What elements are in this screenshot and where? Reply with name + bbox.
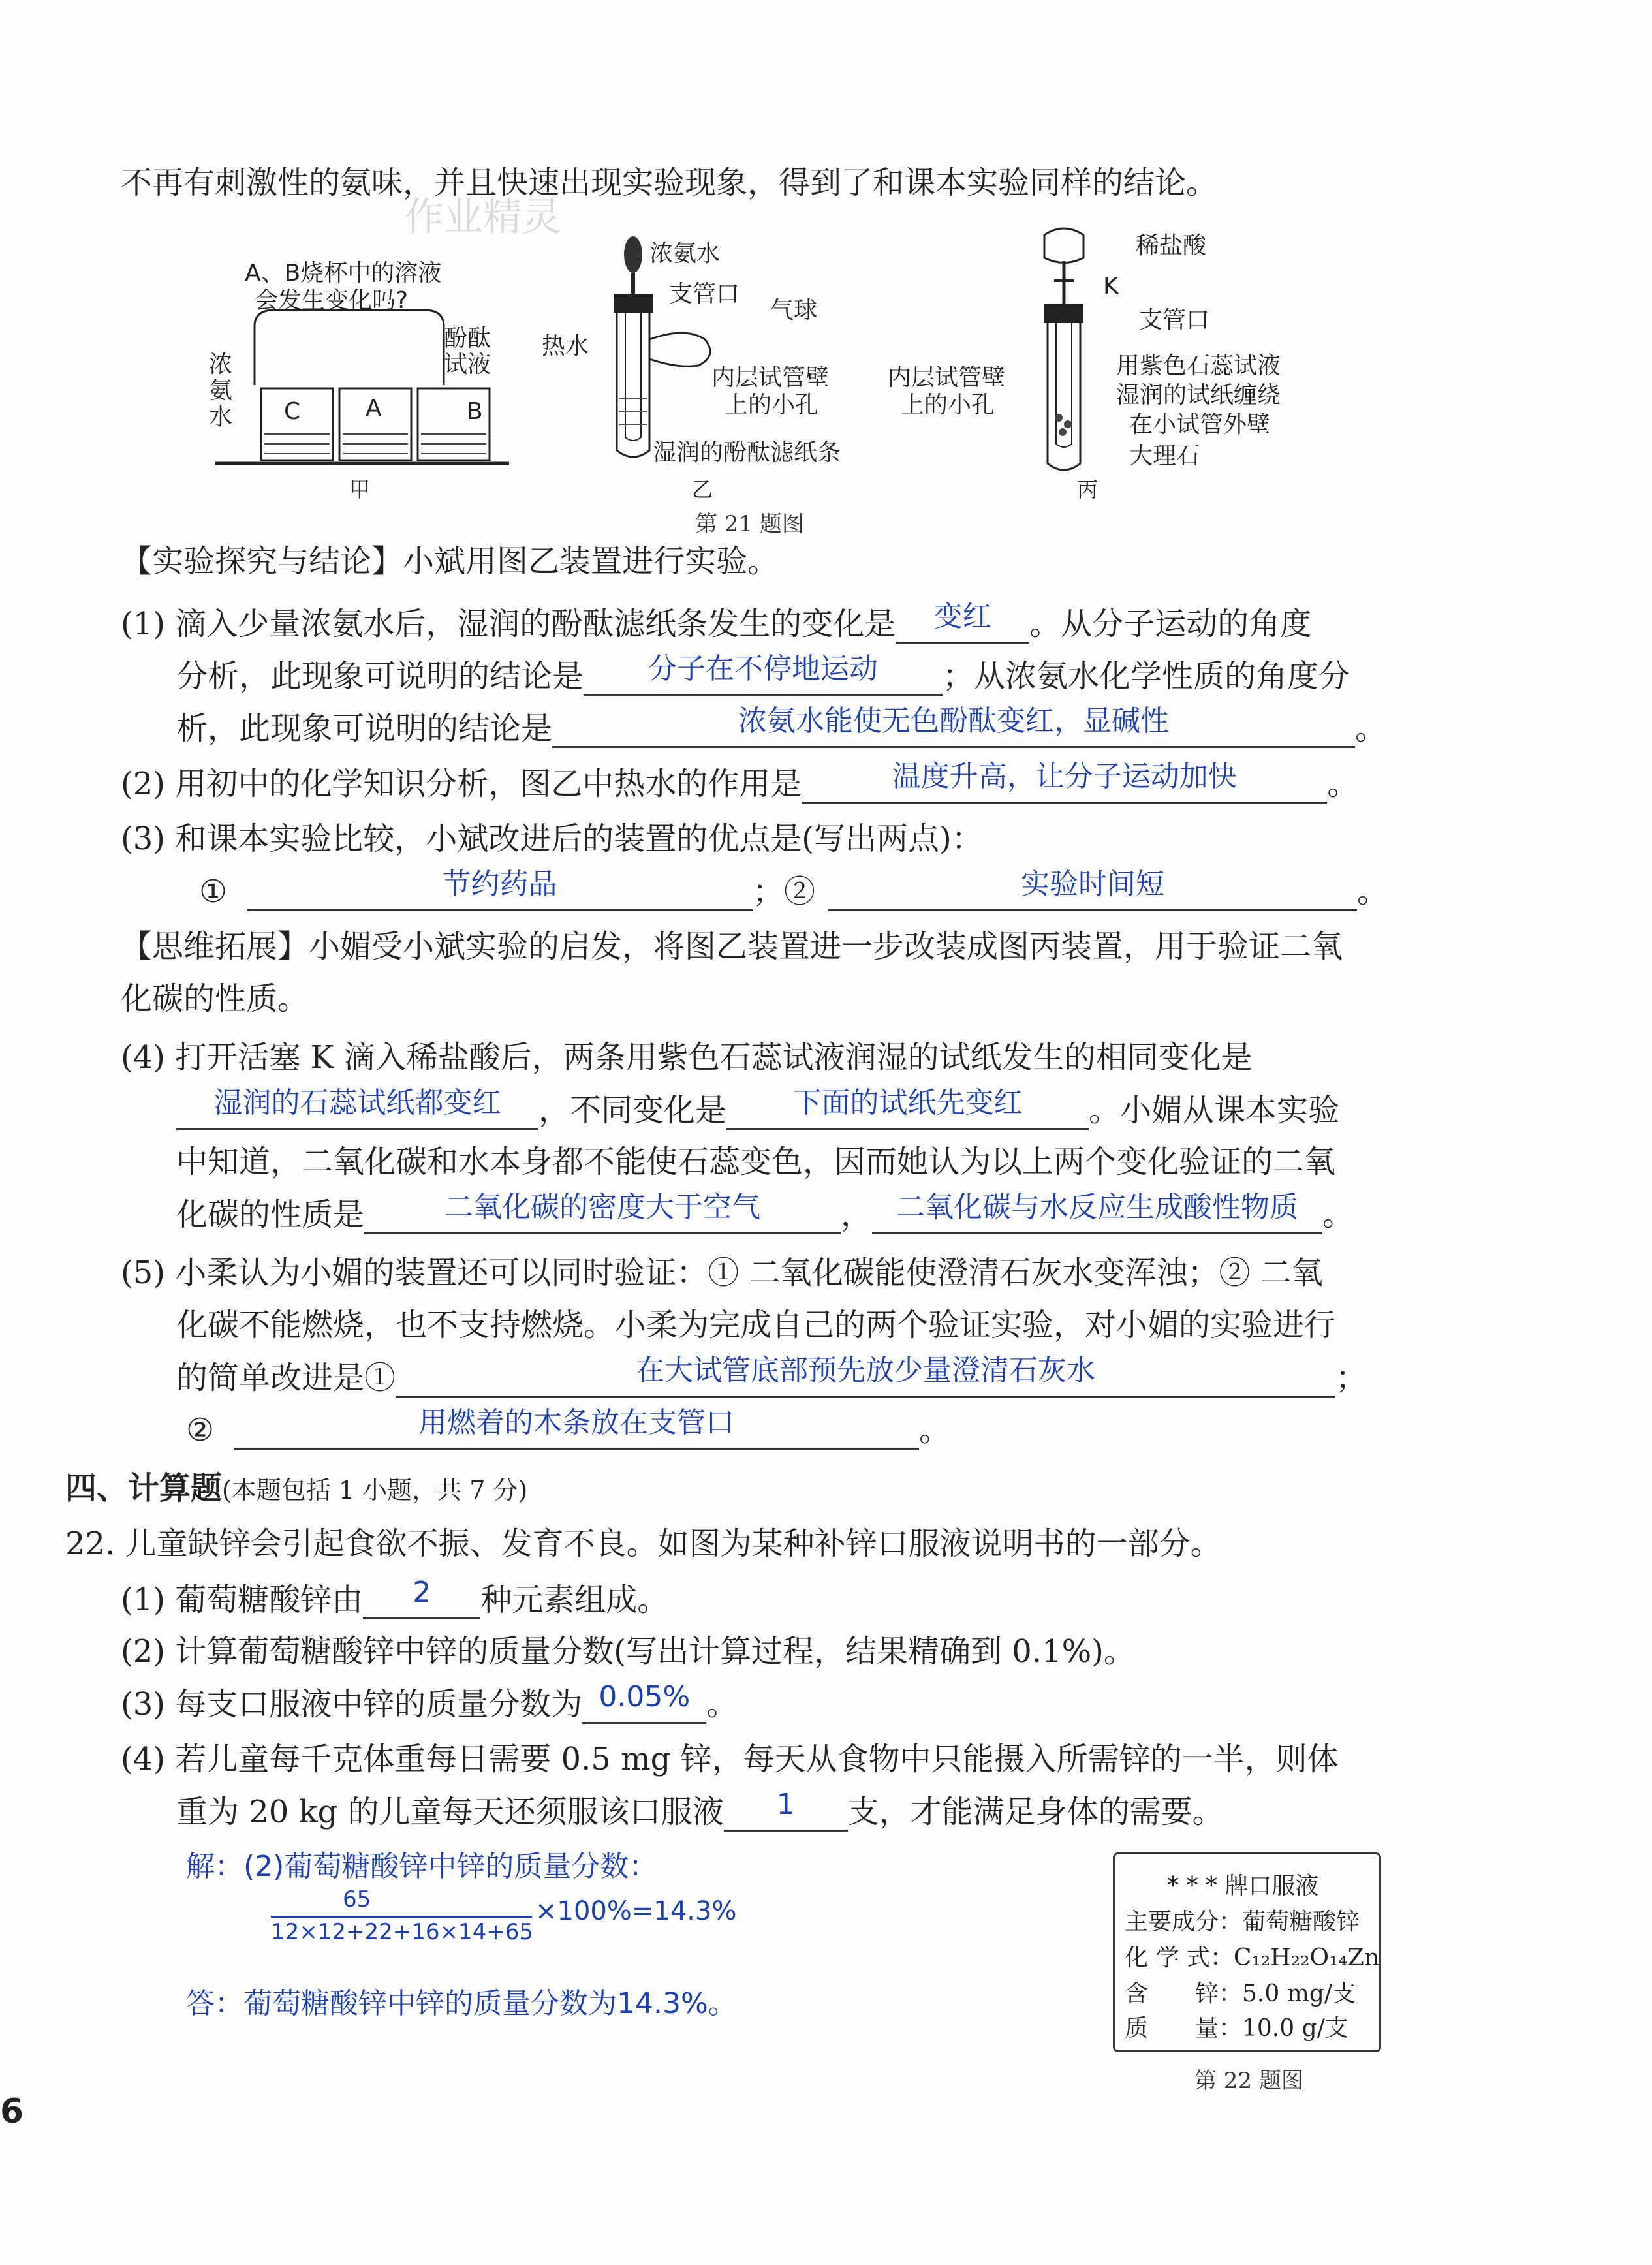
q4-blank-1[interactable]: [176, 1086, 538, 1130]
figure-21-caption: 第 21 题图: [695, 511, 804, 537]
q4-answer-2: 下面的试纸先变红: [792, 1086, 1023, 1119]
jia-beaker-b: B: [467, 398, 483, 425]
fraction-numerator: 65: [343, 1886, 371, 1913]
q5-line2: 化碳不能燃烧，也不支持燃烧。小柔为完成自己的两个验证实验，对小媚的实验进行: [176, 1307, 1336, 1343]
q3-line1: (3) 和课本实验比较，小斌改进后的装置的优点是(写出两点)：: [121, 820, 983, 857]
q5-l3-end: ；: [1335, 1360, 1367, 1396]
jia-beaker-a: A: [366, 395, 382, 422]
q22-p3-blank[interactable]: [582, 1680, 706, 1724]
bing-litmus-1: 用紫色石蕊试液: [1116, 352, 1281, 379]
q2-answer: 温度升高，让分子运动加快: [892, 760, 1237, 793]
q1-blank-2[interactable]: [584, 652, 943, 696]
watermark: 作业精灵: [405, 195, 561, 240]
q22-p1-text: (1) 葡萄糖酸锌由: [121, 1582, 364, 1618]
q1-answer-2: 分子在不停地运动: [648, 652, 879, 685]
q4-line4: [176, 1191, 1354, 1234]
jia-question-2: 会发生变化吗?: [255, 287, 409, 314]
q1-l3-text: 析，此现象可说明的结论是: [176, 710, 553, 747]
q5-answer-1: 在大试管底部预先放少量澄清石灰水: [636, 1354, 1096, 1387]
q22-p4-line2: [176, 1788, 1224, 1832]
q22-p1-answer: 2: [413, 1576, 431, 1609]
q4-line2: [176, 1086, 1340, 1130]
q4-l4-text: 化碳的性质是: [176, 1196, 365, 1233]
box-row-1: 主要成分：葡萄糖酸锌: [1125, 1909, 1360, 1935]
jia-nh3-1: 浓: [209, 351, 233, 378]
section-explore: 【实验探究与结论】小斌用图乙装置进行实验。: [121, 543, 779, 580]
bing-inner-hole-2: 上的小孔: [901, 392, 995, 418]
jia-nh3-3: 水: [209, 403, 233, 430]
box-row-2: [1125, 1939, 1379, 1973]
q3-sep: ；②: [753, 873, 816, 910]
q4-answer-4: 二氧化碳与水反应生成酸性物质: [896, 1191, 1299, 1224]
yi-strip: 湿润的酚酞滤纸条: [653, 439, 841, 466]
q5-answer-2: 用燃着的木条放在支管口: [418, 1406, 735, 1439]
q3-answer-2: 实验时间短: [1021, 867, 1165, 901]
fraction-denominator: 12×12+22+16×14+65: [271, 1919, 534, 1945]
q5-line1: (5) 小柔认为小媚的装置还可以同时验证：① 二氧化碳能使澄清石灰水变浑浊；② 二氧: [121, 1255, 1323, 1291]
q3-blank-2[interactable]: [828, 867, 1357, 911]
q1-line2: [176, 652, 1350, 696]
q5-blank-1[interactable]: [396, 1354, 1335, 1398]
bing-litmus-3: 在小试管外壁: [1129, 411, 1271, 438]
q4-line1: (4) 打开活塞 K 滴入稀盐酸后，两条用紫色石蕊试液润湿的试纸发生的相同变化是: [121, 1039, 1253, 1076]
q4-line3: 中知道，二氧化碳和水本身都不能使石蕊变色，因而她认为以上两个变化验证的二氧: [176, 1144, 1336, 1180]
figure-bing-drawing: [1018, 222, 1110, 496]
yi-ammonia: 浓氨水: [649, 240, 721, 267]
q5-l4-mark: ②: [186, 1412, 215, 1448]
section4-title: 四、计算题: [65, 1470, 223, 1507]
q1-l1-end: 。从分子运动的角度: [1029, 606, 1312, 642]
yi-hot-water: 热水: [542, 333, 589, 360]
q22-stem: 22. 儿童缺锌会引起食欲不振、发育不良。如图为某种补锌口服液说明书的一部分。: [65, 1525, 1222, 1562]
q1-l2-text: 分析，此现象可说明的结论是: [176, 658, 584, 695]
q3-end: 。: [1357, 873, 1389, 910]
jia-phenol-1: 酚酞: [444, 325, 491, 352]
yi-label: 乙: [692, 477, 713, 502]
q4-l4-sep: ，: [841, 1196, 873, 1233]
bing-inner-hole-1: 内层试管壁: [888, 364, 1006, 391]
solution-heading: 解：(2)葡萄糖酸锌中锌的质量分数：: [186, 1850, 658, 1883]
q22-p4-end: 支，才能满足身体的需要。: [847, 1794, 1224, 1830]
q1-line3: [176, 704, 1387, 748]
box-row-4: 质 量：10.0 g/支: [1125, 2015, 1348, 2042]
q4-answer-3: 二氧化碳的密度大于空气: [444, 1191, 761, 1224]
jia-beaker-c: C: [284, 398, 301, 425]
q1-blank-1[interactable]: [896, 600, 1029, 644]
medicine-label-box: [1113, 1852, 1381, 2052]
bing-side-port: 支管口: [1139, 307, 1210, 334]
bing-hcl: 稀盐酸: [1136, 232, 1207, 259]
q22-p3-text: (3) 每支口服液中锌的质量分数为: [121, 1686, 583, 1723]
page-number: 6: [0, 2092, 24, 2131]
q2-line: [121, 760, 1359, 804]
q4-mid: ，不同变化是: [538, 1092, 727, 1129]
q3-blank-1[interactable]: [247, 867, 753, 911]
q5-l3-text: 的简单改进是①: [176, 1360, 396, 1396]
q22-p1: [121, 1576, 669, 1619]
box-title: * * * 牌口服液: [1167, 1873, 1319, 1899]
q2-text: (2) 用初中的化学知识分析，图乙中热水的作用是: [121, 766, 802, 802]
q5-line4: [186, 1406, 951, 1450]
q22-p3: [121, 1680, 738, 1724]
q5-blank-2[interactable]: [234, 1406, 919, 1450]
intro-text: 不再有刺激性的氨味，并且快速出现实验现象，得到了和课本实验同样的结论。: [121, 164, 1218, 201]
box-row-2-label: 化 学 式：: [1125, 1945, 1234, 1971]
box-row-2-formula: C₁₂H₂₂O₁₄Zn: [1233, 1945, 1380, 1971]
bing-marble: 大理石: [1129, 443, 1200, 469]
q4-l4-end: 。: [1322, 1196, 1354, 1233]
q1-line1: [121, 600, 1312, 644]
q4-l2-end: 。小媚从课本实验: [1089, 1092, 1340, 1129]
jia-label: 甲: [349, 477, 371, 502]
q2-end: 。: [1327, 766, 1359, 802]
q22-p2: (2) 计算葡萄糖酸锌中锌的质量分数(写出计算过程，结果精确到 0.1%)。: [121, 1633, 1135, 1670]
bing-k: K: [1103, 273, 1119, 300]
section-expand-l1: 【思维拓展】小媚受小斌实验的启发，将图乙装置进一步改装成图丙装置，用于验证二氧: [121, 928, 1343, 965]
fraction-bar: [271, 1916, 532, 1918]
q3-line2: [199, 867, 1389, 911]
q4-blank-2[interactable]: [726, 1086, 1089, 1130]
yi-inner-hole-2: 上的小孔: [725, 392, 819, 418]
jia-nh3-2: 氨: [209, 377, 233, 404]
q3-mark-1: ①: [199, 873, 228, 910]
q22-p1-end: 种元素组成。: [480, 1582, 669, 1618]
q1-l3-end: 。: [1355, 710, 1387, 747]
yi-balloon: 气球: [770, 297, 818, 324]
q4-answer-1: 湿润的石蕊试纸都变红: [213, 1086, 501, 1119]
q22-p4-blank[interactable]: [724, 1788, 848, 1832]
fraction-result: ×100%=14.3%: [535, 1896, 737, 1926]
q1-answer-3: 浓氨水能使无色酚酞变红，显碱性: [738, 704, 1170, 738]
q22-p3-answer: 0.05%: [599, 1680, 691, 1713]
q1-l1-text: (1) 滴入少量浓氨水后，湿润的酚酞滤纸条发生的变化是: [121, 606, 896, 642]
yi-side-port: 支管口: [669, 281, 740, 307]
yi-inner-hole-1: 内层试管壁: [711, 364, 830, 391]
q22-p1-blank[interactable]: [363, 1576, 480, 1619]
q1-blank-3[interactable]: [552, 704, 1355, 748]
solution-answer: 答：葡萄糖酸锌中锌的质量分数为14.3%。: [186, 1987, 737, 2020]
section4-note: (本题包括 1 小题，共 7 分): [222, 1476, 528, 1505]
jia-phenol-2: 试液: [444, 351, 491, 378]
q1-answer-1: 变红: [933, 600, 991, 633]
q5-l4-end: 。: [919, 1412, 951, 1448]
q22-p4-answer: 1: [776, 1788, 795, 1821]
section-expand-l2: 化碳的性质。: [121, 980, 309, 1017]
figure-22-caption: 第 22 题图: [1194, 2068, 1303, 2094]
jia-question-1: A、B烧杯中的溶液: [245, 260, 442, 287]
box-row-3: 含 锌：5.0 mg/支: [1125, 1980, 1356, 2007]
q1-l2-end: ；从浓氨水化学性质的角度分: [943, 658, 1350, 695]
q22-p4-line1: (4) 若儿童每千克体重每日需要 0.5 mg 锌，每天从食物中只能摄入所需锌的一半，则体: [121, 1741, 1339, 1777]
q5-line3: [176, 1354, 1367, 1398]
q22-p3-end: 。: [706, 1686, 738, 1723]
bing-litmus-2: 湿润的试纸缠绕: [1116, 382, 1281, 409]
bing-label: 丙: [1077, 477, 1099, 502]
q4-blank-3[interactable]: [364, 1191, 841, 1234]
q22-p4-text: 重为 20 kg 的儿童每天还须服该口服液: [176, 1794, 724, 1830]
q2-blank[interactable]: [802, 760, 1327, 804]
q4-blank-4[interactable]: [872, 1191, 1322, 1234]
q3-answer-1: 节约药品: [442, 867, 557, 901]
section4-heading: [65, 1469, 527, 1510]
